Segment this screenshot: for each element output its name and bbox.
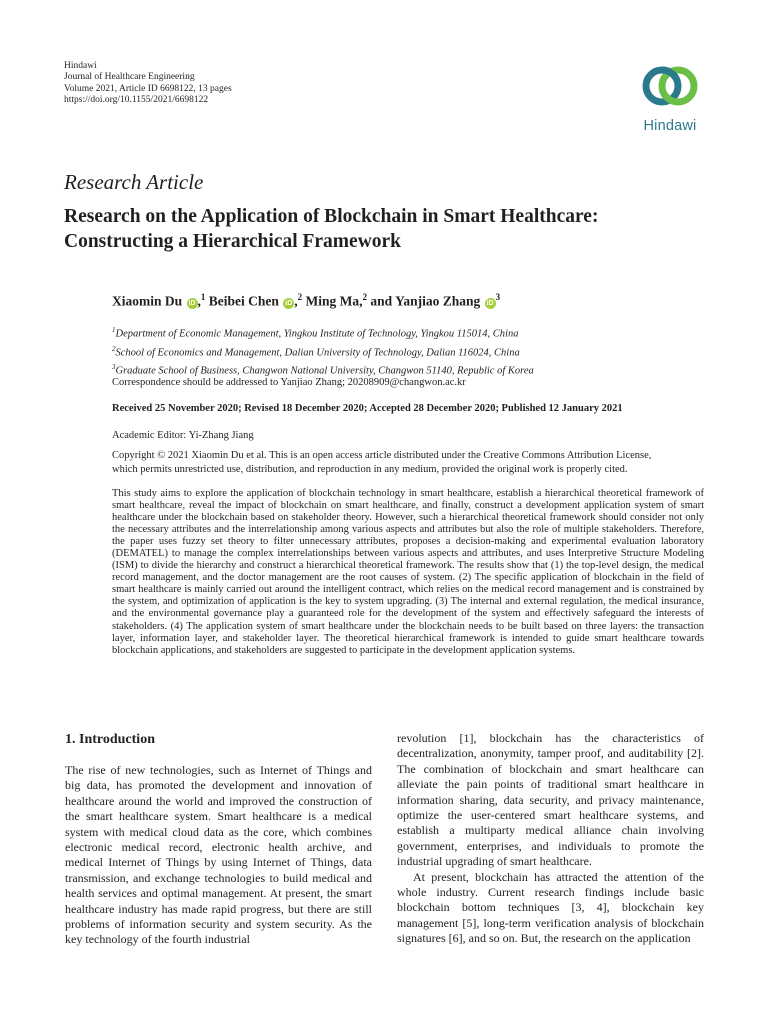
body-paragraph: The rise of new technologies, such as Internet of Things and big data, has promoted the development and innovation of healthcare around the world and improved the construction of the smart healthcare system. Smart healthcare is a medical system with medical cloud data as the core, which combines electronic medical record, electronic health archive, and medical Internet of Things by using Internet of Things, data transmission, and exchange technologies to build medical and health services and optimal management. At present, the smart healthcare industry has made rapid progress, but there are still problems of information security and system security. As the key technology of the fourth industrial bbox=[65, 763, 372, 947]
correspondence: Correspondence should be addressed to Yanjiao Zhang; 20208909@changwon.ac.kr bbox=[112, 377, 466, 388]
hindawi-rings-icon bbox=[639, 60, 701, 112]
hindawi-logo bbox=[630, 60, 710, 134]
volume-line: Volume 2021, Article ID 6698122, 13 pages bbox=[64, 83, 232, 94]
orcid-icon[interactable]: iD bbox=[285, 299, 293, 307]
journal-header bbox=[64, 61, 232, 107]
publisher-name: Hindawi bbox=[64, 61, 97, 71]
author-sup: 2 bbox=[297, 292, 303, 302]
affiliation-line: $^1$Department of Economic Management, Yingkou Institute of Technology, Yingkou 115014, China bbox=[112, 326, 519, 340]
body-paragraph: revolution [1], blockchain has the characteristics of decentralization, anonymity, tamper proof, and auditability [2]. The combination of blockchain and smart healthcare can alleviate the pain points of traditional smart healthcare in information sharing, data security, and privacy maintenance, optimize the user-centered smart healthcare systems, and establish a multiparty medical alliance chain involving government, enterprises, and individuals to promote the industrial upgrading of smart healthcare. bbox=[397, 731, 704, 869]
affiliation-line: $^3$Graduate School of Business, Changwon National University, Changwon 51140, Republic of Korea bbox=[112, 363, 534, 377]
author-name: Xiaomin Du bbox=[112, 293, 183, 309]
author-name: Beibei Chen bbox=[208, 293, 279, 309]
section-heading: 1. Introduction bbox=[65, 732, 155, 747]
author-name: Ming Ma bbox=[305, 293, 360, 309]
publication-dates: Received 25 November 2020; Revised 18 December 2020; Accepted 28 December 2020; Published 12 January 2021 bbox=[112, 403, 623, 414]
body-column-right bbox=[397, 731, 704, 947]
copyright-notice: Copyright © 2021 Xiaomin Du et al. This is an open access article distributed under the Creative Commons Attribution License, which permits unrestricted use, distribution, and reproduction in any medium, provided the original work is properly cited. bbox=[112, 450, 652, 475]
doi-link[interactable]: https://doi.org/10.1155/2021/6698122 bbox=[64, 95, 209, 106]
body-paragraph: At present, blockchain has attracted the attention of the whole industry. Current research findings include basic blockchain bottom techniques [3, 4], blockchain key management [5], long-term verification analysis of blockchain signatures [6], and so on. But, the research on the application bbox=[397, 869, 704, 946]
author-sup: 1 bbox=[200, 292, 206, 302]
author-sup: 2 bbox=[362, 292, 368, 302]
author-conjunction: and bbox=[370, 293, 393, 309]
author-list: Xiaomin Du iD ,$^1$ Beibei Chen iD ,$^2$ Ming Ma,$^2$ and Yanjiao Zhang $iD^3$ bbox=[112, 292, 501, 309]
logo-text: Hindawi bbox=[643, 118, 697, 134]
body-column-left bbox=[65, 731, 372, 948]
abstract: This study aims to explore the application of blockchain technology in smart healthcare, establish a hierarchical theoretical framework of smart healthcare, reveal the impact of blockchain on smart healthcare, and finally, construct a development application system of smart healthcare under the blockchain based on stakeholder theory. However, such a hierarchical theoretical framework should consider not only the necessary attributes and the interrelationship among various aspects and attributes but also the role of multiple stakeholders. Therefore, the paper uses fuzzy set theory to filter unnecessary attributes, proposes a decision-making and experimental evaluation laboratory (DEMATEL) to manage the complex interrelationships between various aspects and attributes, and uses Interpretive Structure Modeling (ISM) to divide the hierarchy and construct a hierarchical theoretical framework. The results show that (1) the top-level design, the medical record management, and the doctor management are the root causes of system. (2) The specific application of blockchain in the field of smart healthcare is mainly carried out around the intelligent contract, which relies on the medical record management and is constrained by the system, and optimization of application is the key to system upgrading. (3) The internal and external regulation, the medical insurance, and the environmental governance play a guaranteed role for the development of the system and effectively safeguard the interests of stakeholders. (4) The application system of smart healthcare under the blockchain needs to be built based on three layers: the transaction layer, information layer, and stakeholder layer. The theoretical hierarchical framework is intended to guide smart healthcare towards blockchain applications, and stakeholders are suggested to participate in the development application systems. bbox=[112, 488, 704, 656]
orcid-icon[interactable]: iD bbox=[188, 299, 196, 307]
article-title: Research on the Application of Blockchain in Smart Healthcare: Constructing a Hierarchical Framework bbox=[64, 206, 599, 252]
journal-name: Journal of Healthcare Engineering bbox=[64, 72, 195, 83]
orcid-icon[interactable]: iD bbox=[486, 299, 494, 307]
affiliation-line: $^2$School of Economics and Management, Dalian University of Technology, Dalian 116024, China bbox=[112, 344, 520, 358]
author-name: Yanjiao Zhang bbox=[395, 293, 481, 309]
article-type: Research Article bbox=[64, 170, 204, 194]
author-sup: 3 bbox=[495, 292, 501, 302]
academic-editor: Academic Editor: Yi-Zhang Jiang bbox=[112, 430, 254, 441]
affiliations bbox=[112, 323, 534, 379]
